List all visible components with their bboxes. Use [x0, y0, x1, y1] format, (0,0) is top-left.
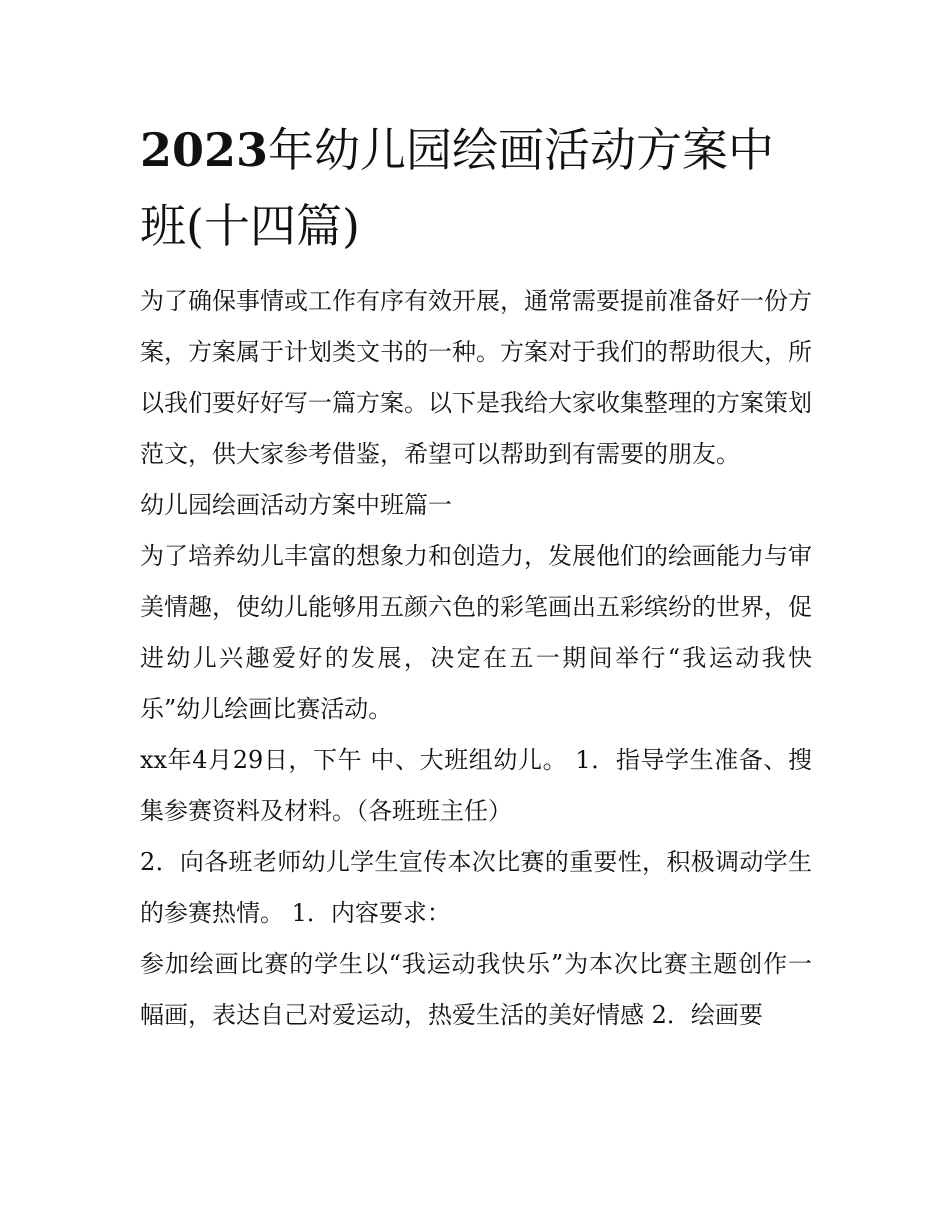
body-paragraph: 为了培养幼儿丰富的想象力和创造力，发展他们的绘画能力与审美情趣，使幼儿能够用五颜六色的彩笔画出五彩缤纷的世界，促进幼儿兴趣爱好的发展，决定在五一期间举行“我运动我快乐”幼儿绘画比赛活动。 — [140, 542, 812, 723]
body-paragraph: 2．向各班老师幼儿学生宣传本次比赛的重要性，积极调动学生的参赛热情。 1．内容要求： — [140, 848, 812, 927]
document-title — [140, 112, 812, 264]
body-paragraph: xx年4月29日，下午 中、大班组幼儿。 1．指导学生准备、搜集参赛资料及材料。（各班班主任） — [140, 746, 812, 825]
title-year: 2023 — [140, 123, 269, 177]
body-paragraph: 参加绘画比赛的学生以“我运动我快乐”为本次比赛主题创作一幅画，表达自己对爱运动，热爱生活的美好情感 2．绘画要 — [140, 950, 812, 1029]
document-page — [140, 112, 812, 1041]
title-text: 年幼儿园绘画活动方案中班(十四篇) — [140, 123, 775, 253]
intro-paragraph: 为了确保事情或工作有序有效开展，通常需要提前准备好一份方案，方案属于计划类文书的一种。方案对于我们的帮助很大，所以我们要好好写一篇方案。以下是我给大家收集整理的方案策划范文，供大家参考借鉴，希望可以帮助到有需要的朋友。 — [140, 287, 812, 468]
section-heading: 幼儿园绘画活动方案中班篇一 — [140, 491, 452, 519]
